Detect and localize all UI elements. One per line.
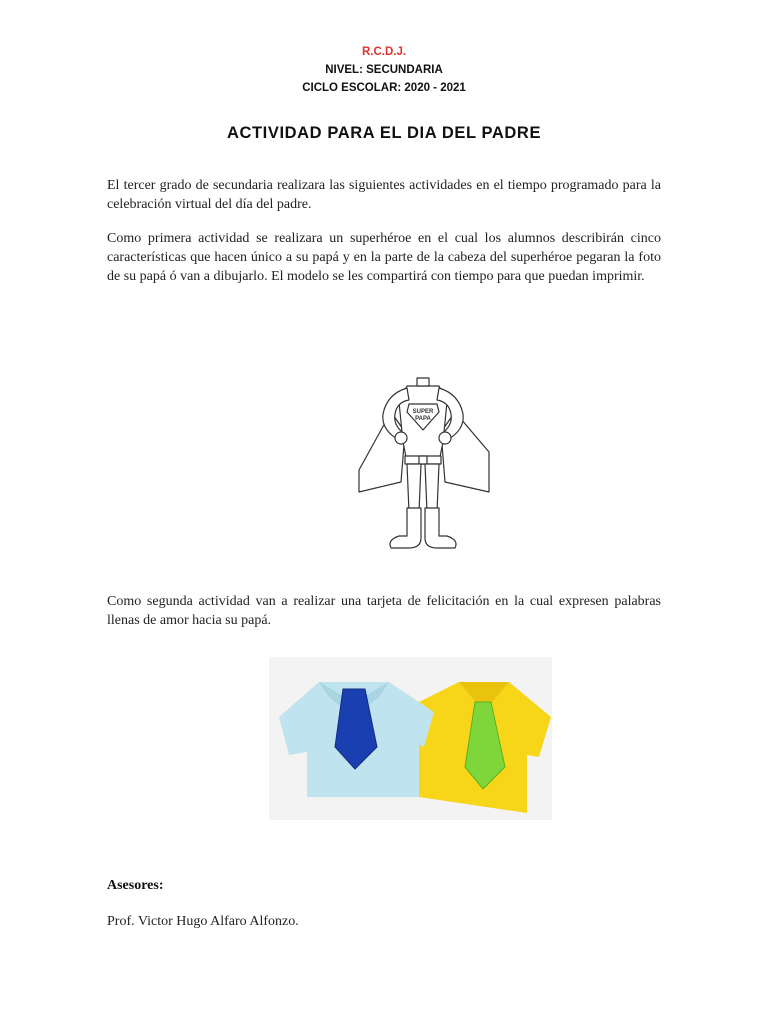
cape-shape-right: [441, 412, 489, 492]
badge-text-super: SUPER: [412, 409, 434, 415]
advisor-name: Prof. Victor Hugo Alfaro Alfonzo.: [107, 914, 299, 929]
belt-buckle-shape: [419, 456, 427, 464]
right-leg-shape: [425, 464, 439, 512]
neck-shape: [417, 378, 429, 386]
superhero-template-image: [343, 322, 503, 567]
intro-paragraph: El tercer grado de secundaria realizara las siguientes actividades en el tiempo programado para la celebración virtual del día del padre.: [107, 178, 661, 212]
school-cycle-header: CICLO ESCOLAR: 2020 - 2021: [302, 82, 466, 94]
organization-header: R.C.D.J.: [361, 46, 407, 58]
level-header: NIVEL: SECUNDARIA: [325, 64, 443, 76]
cape-shape: [359, 412, 405, 492]
page-title: ACTIVIDAD PARA EL DIA DEL PADRE: [226, 124, 542, 142]
left-fist-shape: [395, 432, 407, 444]
first-activity-paragraph: Como primera actividad se realizara un superhéroe en el cual los alumnos describirán cinco características que hacen único a su papá y en la parte de la cabeza del superhéroe pegaran la foto de su papá ó van a dibujarlo. El modelo se les compartirá con tiempo para que puedan imprimir.: [107, 231, 661, 284]
left-boot-shape: [390, 508, 421, 548]
right-fist-shape: [439, 432, 451, 444]
origami-shirts-photo: [269, 657, 552, 820]
advisors-label: Asesores:: [107, 878, 164, 893]
second-activity-paragraph: Como segunda actividad van a realizar una tarjeta de felicitación en la cual expresen palabras llenas de amor hacia su papá.: [107, 594, 661, 628]
left-leg-shape: [407, 464, 421, 512]
badge-text-papa: PAPA: [415, 416, 431, 422]
right-boot-shape: [425, 508, 456, 548]
